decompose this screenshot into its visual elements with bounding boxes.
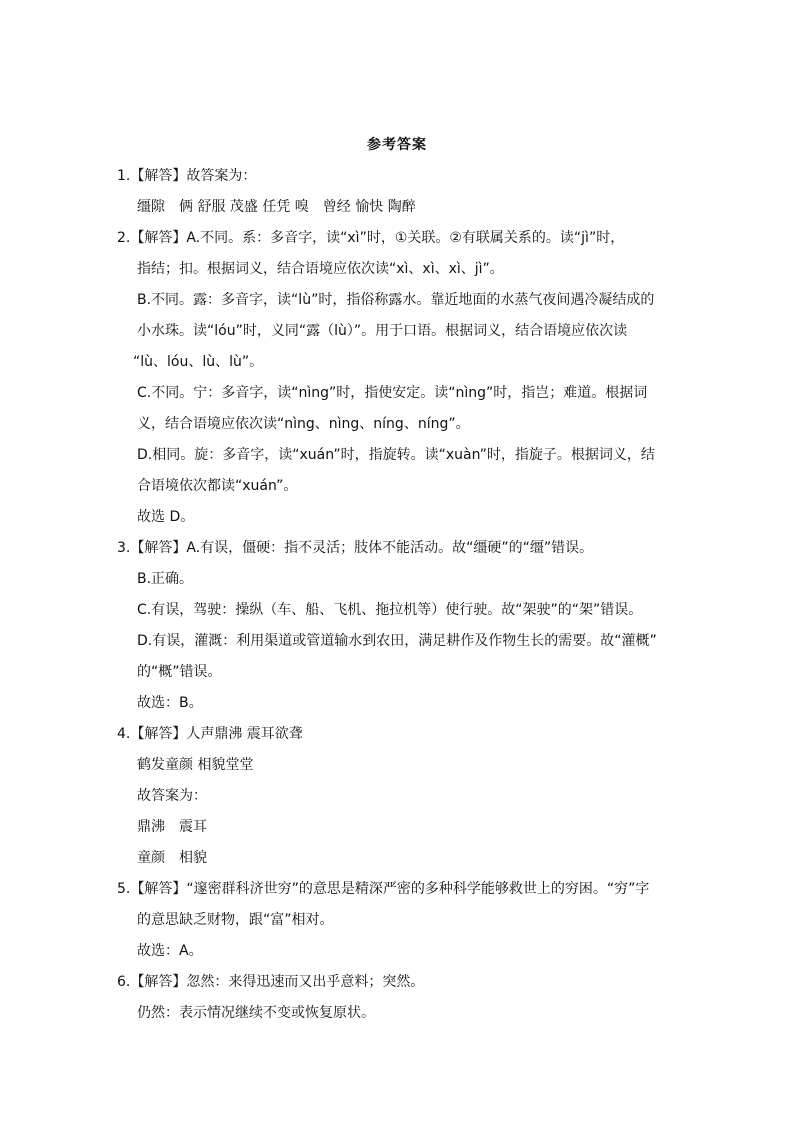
answer-2-line: D.相同。旋：多音字，读“xuán”时，指旋转。读“xuàn”时，指旋子。根据词义，结 xyxy=(137,447,655,463)
answer-2-line: 义，结合语境应依次读“nìng、nìng、níng、níng”。 xyxy=(137,416,470,432)
answer-4-line: 童颜 相貌 xyxy=(137,850,207,866)
answer-2-line: 指结；扣。根据词义，结合语境应依次读“xì、xì、xì、jì”。 xyxy=(137,261,504,277)
answer-4-line: 4.【解答】人声鼎沸 震耳欲聋 xyxy=(117,726,303,742)
answer-3-line: D.有误，灌溉：利用渠道或管道输水到农田，满足耕作及作物生长的需要。故“灌概” xyxy=(137,633,657,649)
answer-1-words: 缰隙 俩 舒服 茂盛 任凭 嗅 曾经 愉快 陶醉 xyxy=(137,199,416,215)
page-title: 参考答案 xyxy=(367,137,427,153)
answer-3-line: B.正确。 xyxy=(137,571,194,587)
answer-3-line: 的“概”错误。 xyxy=(137,664,222,680)
answer-5-choice: 故选：A。 xyxy=(137,943,203,959)
answer-2-line: “lù、lóu、lù、lù”。 xyxy=(133,354,264,370)
answer-2-line: 合语境依次都读“xuán”。 xyxy=(137,478,298,494)
answer-4-line: 鹤发童颜 相貌堂堂 xyxy=(137,757,254,773)
answer-2-line: C.不同。宁：多音字，读“nìng”时，指使安定。读“nìng”时，指岂；难道。根据词 xyxy=(137,385,648,401)
answer-3-line: C.有误，驾驶：操纵（车、船、飞机、拖拉机等）使行驶。故“架驶”的“架”错误。 xyxy=(137,602,643,618)
answer-2-line: 2.【解答】A.不同。系：多音字，读“xì”时，①关联。②有联属关系的。读“jì”时， xyxy=(117,230,625,246)
answer-6-line: 仍然：表示情况继续不变或恢复原状。 xyxy=(137,1005,375,1021)
answer-2-choice: 故选 D。 xyxy=(137,509,195,525)
answer-5-line: 5.【解答】“邃密群科济世穷”的意思是精深严密的多种科学能够救世上的穷困。“穷”字 xyxy=(117,881,650,897)
answer-1-heading: 1.【解答】故答案为： xyxy=(117,168,257,184)
answer-4-line: 故答案为： xyxy=(137,788,207,804)
answer-6-line: 6.【解答】忽然：来得迅速而又出乎意料；突然。 xyxy=(117,974,425,990)
answer-2-line: 小水珠。读“lóu”时，义同“露（lù）”。用于口语。根据词义，结合语境应依次读 xyxy=(137,323,628,339)
answer-3-choice: 故选：B。 xyxy=(137,695,203,711)
answer-5-line: 的意思缺乏财物，跟“富”相对。 xyxy=(137,912,334,928)
answer-4-line: 鼎沸 震耳 xyxy=(137,819,207,835)
answer-2-line: B.不同。露：多音字，读“lù”时，指俗称露水。靠近地面的水蒸气夜间遇冷凝结成的 xyxy=(137,292,655,308)
answer-3-line: 3.【解答】A.有误，僵硬：指不灵活；肢体不能活动。故“缰硬”的“缰”错误。 xyxy=(117,540,594,556)
